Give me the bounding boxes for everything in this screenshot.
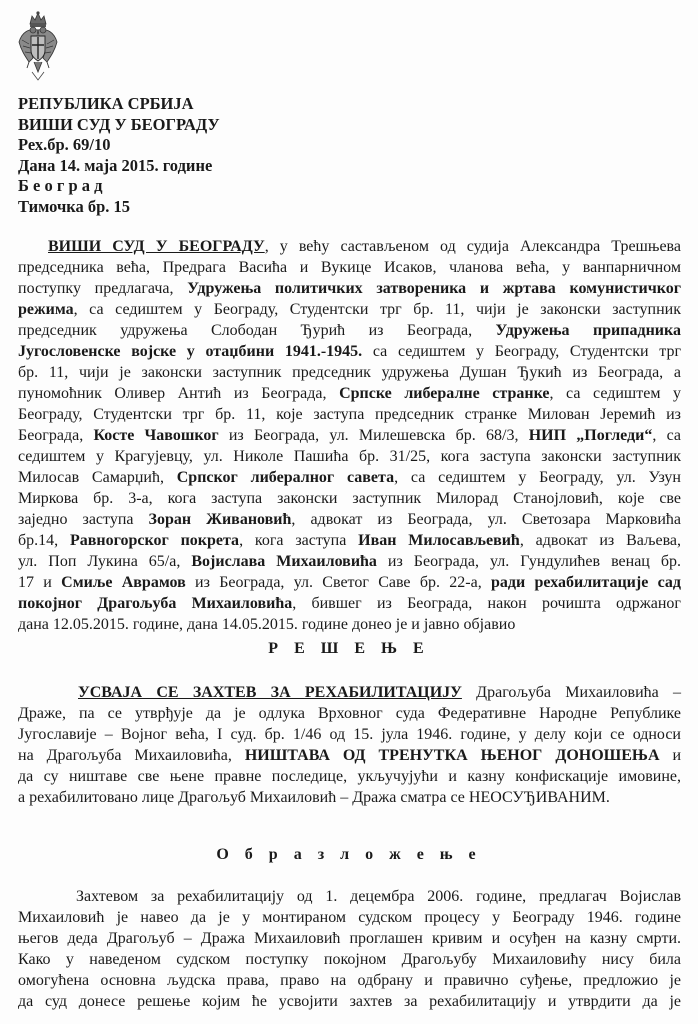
text-run: , са седиштем у Београду, ул. Узун — [394, 469, 681, 486]
text-line — [18, 467, 681, 488]
text-line — [18, 299, 681, 320]
text-run: Војислава Михаиловића — [191, 553, 377, 570]
text-run: Смиље Аврамов — [61, 574, 186, 591]
text-line: Београду, Студентски трг бр. 11, које заступа председник странке Милован Јеремић из — [18, 406, 681, 423]
text-line — [18, 572, 681, 593]
text-run: из Београда, ул. Милешевска бр. 68/3, — [218, 427, 529, 444]
text-run: Зоран Живановић — [148, 511, 292, 528]
text-run: , у већу састављеном од судија Александра Трешњева — [264, 238, 681, 255]
text-line: његов деда Драгољуб – Дража Михаиловић проглашен кривим и осуђен на казну смрти. — [18, 930, 681, 947]
text-line — [18, 425, 681, 446]
text-line: Југославије – Војног већа, I суд. бр. 1/46 од 15. јула 1946. године, у делу који се односи — [18, 726, 681, 743]
text-run: Београда, — [18, 427, 94, 444]
text-run: НИП „Погледи“ — [528, 427, 653, 444]
text-line: бр. 11, чији је законски заступник председник удружења Душан Ђукић из Београда, а — [18, 364, 681, 381]
text-run: Равногорског покрета — [69, 532, 240, 549]
text-run: , са — [652, 427, 682, 444]
text-run: председник удружења Слободан Ђурић из Београда, — [18, 322, 496, 339]
text-run: покојног Драгољуба Михаиловића — [18, 595, 293, 612]
text-line: да суд донесе решење којим ће усвојити захтев за рехабилитацију и утврдити да је — [18, 993, 681, 1010]
text-run: Милосав Самарџић, — [18, 469, 177, 486]
text-run: бр.14, — [18, 532, 70, 549]
text-run: заједно заступа — [18, 511, 149, 528]
text-line — [18, 745, 681, 766]
text-line: а рехабилитовано лице Драгољуб Михаиловић – Дража сматра се НЕОСУЂИВАНИМ. — [18, 789, 610, 806]
text-run: Југословенске војске у отаџбини 1941.-1945. — [18, 343, 363, 360]
text-run: Српске либералне странке — [339, 385, 550, 402]
text-run: Иван Милосављевић — [358, 532, 520, 549]
republic-name: РЕПУБЛИКА СРБИЈА — [18, 94, 194, 113]
court-name-bold: ВИШИ СУД У БЕОГРАДУ — [48, 238, 265, 255]
text-run: и — [659, 747, 682, 764]
text-run: Српског либералног савета — [176, 469, 395, 486]
text-run: , адвокат из Ваљева, — [519, 532, 682, 549]
text-run: НИШТАВА ОД ТРЕНУТКА ЊЕНОГ ДОНОШЕЊА — [244, 747, 660, 764]
text-run: , са седиштем у Београду, Студентски трг бр. 11, чији је законски заступник — [73, 301, 681, 318]
text-line: Како у наведеном судском поступку покојном Драгољубу Михаиловићу нису била — [18, 951, 681, 968]
text-line — [18, 530, 681, 551]
text-line — [18, 682, 681, 703]
text-run: са седиштем у Београду, Студентски трг — [362, 343, 681, 360]
document-date: Дана 14. маја 2015. године — [18, 155, 213, 175]
text-line — [18, 551, 681, 572]
text-line: Миркова бр. 3-а, кога заступа законски заступник Милорад Станојловић, које све — [18, 490, 681, 507]
text-run: режима — [18, 301, 74, 318]
text-run: ул. Поп Лукина 65/а, — [18, 553, 192, 570]
decision-title: Р Е Ш Е Њ Е — [268, 640, 430, 657]
text-line — [18, 593, 681, 614]
text-line — [18, 341, 681, 362]
case-number: Рех.бр. 69/10 — [18, 135, 111, 154]
text-line — [18, 278, 681, 299]
text-line: дана 12.05.2015. године, дана 14.05.2015. године донео је и јавно објавио — [18, 616, 516, 633]
text-line: омогућена основна људска права, право на одбрану и правично суђење, предложио је — [18, 972, 681, 989]
decision-paragraph — [18, 682, 681, 808]
court-address: Тимочка бр. 15 — [18, 196, 131, 216]
text-line — [18, 509, 681, 530]
text-run: Драгољуба Михаиловића – — [461, 684, 681, 701]
reasoning-title: О б р а з л о ж е њ е — [216, 846, 482, 863]
text-run: Удружења политичких затвореника и жртава комунистичког — [187, 280, 681, 297]
text-line: Захтевом за рехабилитацију од 1. децембра 2006. године, предлагач Војислав — [76, 888, 681, 905]
text-run: на Драгољуба Михаиловића, — [18, 747, 245, 764]
text-run: из Београда, ул. Гундулићев венац бр. — [376, 553, 681, 570]
text-run: , кога заступа — [239, 532, 359, 549]
text-line — [18, 383, 681, 404]
serbian-coat-of-arms-icon — [17, 10, 59, 86]
text-line: Михаиловић је навео да је у монтираном судском процесу у Београду 1946. године — [18, 909, 681, 926]
text-run: УСВАЈА СЕ ЗАХТЕВ ЗА РЕХАБИЛИТАЦИЈУ — [78, 684, 462, 701]
court-header — [18, 94, 220, 217]
city-name: Б е о г р а д — [18, 176, 103, 195]
court-name: ВИШИ СУД У БЕОГРАДУ — [18, 114, 220, 134]
text-run: поступку предлагача, — [18, 280, 188, 297]
text-line: седиштем у Крагујевцу, ул. Николе Пашића бр. 31/25, кога заступа законски заступник — [18, 448, 681, 465]
text-run: ради рехабилитације сад — [491, 574, 682, 591]
text-run: , са седиштем у — [549, 385, 682, 402]
text-line — [18, 320, 681, 341]
text-run: 17 и — [18, 574, 62, 591]
text-line: Драже, па се утврђује да је одлука Врховног суда Федеративне Народне Републике — [18, 705, 681, 722]
text-run: пуномоћник Оливер Антић из Београда, — [18, 385, 340, 402]
reasoning-paragraph — [18, 886, 681, 1012]
text-line: да су ништаве све њене правне последице, укључујући и казну конфискације имовине, — [18, 768, 681, 785]
text-run: Удружења припадника — [495, 322, 681, 339]
intro-paragraph — [18, 236, 681, 635]
text-line — [18, 236, 681, 257]
text-run: , адвокат из Београда, ул. Светозара Марковића — [291, 511, 681, 528]
text-run: Косте Чавошког — [93, 427, 219, 444]
text-run: , бившег из Београда, након рочишта одржаног — [292, 595, 681, 612]
text-run: из Београда, ул. Светог Саве бр. 22-а, — [185, 574, 491, 591]
text-line: председника већа, Предрага Васића и Вукице Исаков, чланова већа, у ванпарничном — [18, 259, 681, 276]
